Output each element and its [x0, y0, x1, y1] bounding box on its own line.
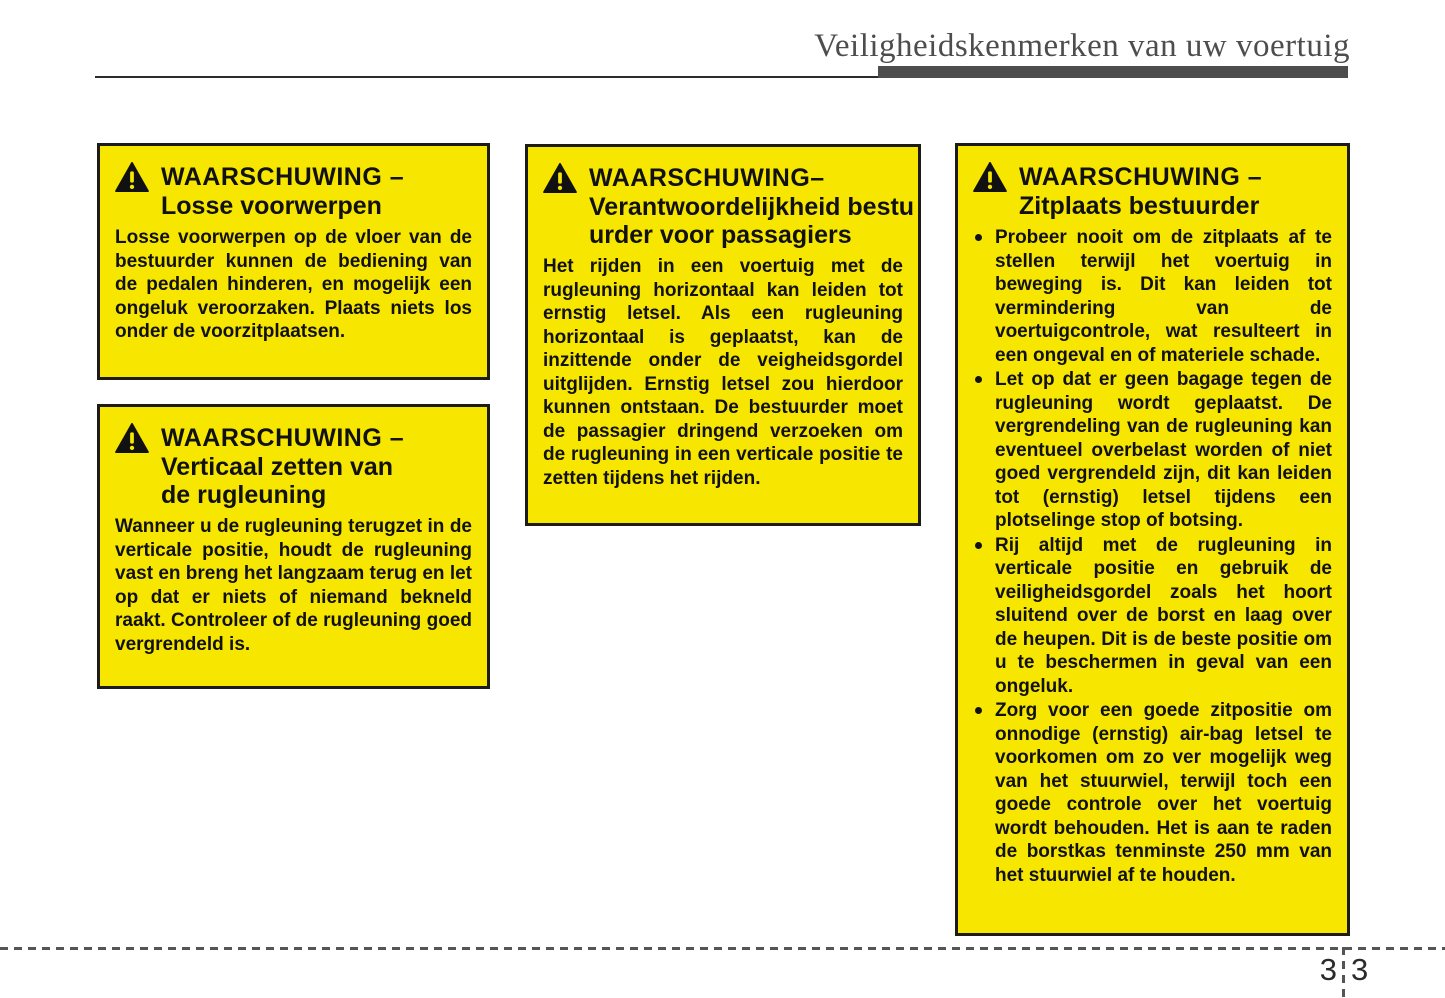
warning-title-block	[543, 163, 915, 249]
warning-box-verantwoordelijkheid	[525, 144, 921, 526]
warning-subtitle: Verticaal zetten van	[161, 453, 394, 481]
header-accent-bar	[878, 66, 1348, 78]
warning-body-text: Losse voorwerpen op de vloer van de bestuurder kunnen de bediening van de pedalen hinderen, en mogelijk een ongeluk veroorzaken. Plaats niets los onder de voorzitplaatsen.	[115, 227, 472, 342]
bullet-dot-icon	[975, 376, 982, 383]
warning-bullet-item	[973, 368, 1332, 533]
warning-subtitle: de rugleuning	[161, 481, 327, 509]
warning-triangle-icon	[115, 423, 149, 453]
warning-box-verticaal-zetten	[97, 404, 490, 689]
chapter-number: 3	[1319, 952, 1337, 987]
warning-bullet-text: Rij altijd met de rugleuning in verticale positie en gebruik de veiligheidsgordel zoals het hoort sluitend over de borst en laag over de heupen. Dit is de beste positie om u te beschermen in geval van een ongeluk.	[995, 534, 1332, 697]
warning-title-block	[973, 162, 1332, 220]
warning-bullet-item	[973, 699, 1332, 887]
warning-heading: WAARSCHUWING –	[161, 423, 405, 452]
warning-triangle-icon	[543, 163, 577, 193]
bullet-dot-icon	[975, 542, 982, 549]
warning-body-text: Het rijden in een voertuig met de rugleuning horizontaal kan leiden tot ernstig letsel. Als een rugleuning horizontaal is geplaatst, kan de inzittende onder de veigheidsgordel uitglijden. Ernstig letsel zou hierdoor kunnen ontstaan. De bestuurder moet de passagier dringend verzoeken om de rugleuning in een verticale positie te zetten tijdens het rijden.	[543, 256, 903, 489]
bullet-dot-icon	[975, 234, 982, 241]
warning-bullet-text: Zorg voor een goede zitpositie om onnodige (ernstig) air-bag letsel te voorkomen om zo ver mogelijk weg van het stuurwiel, terwijl toch een goede controle over het voertuig wordt behouden. Het is aan te raden de borstkas tenminste 250 mm van het stuurwiel af te houden.	[995, 700, 1332, 886]
footer-dashed-divider	[1342, 947, 1345, 998]
warning-bullet-text: Probeer nooit om de zitplaats af te stellen terwijl het voertuig in beweging is. Dit kan leiden tot vermindering van de voertuigcontrole, wat resulteert in een ongeval en of materiele schade.	[995, 227, 1332, 366]
warning-triangle-icon	[115, 162, 149, 192]
warning-subtitle: Verantwoordelijkheid bestu	[589, 193, 915, 221]
page-number: 3	[1351, 952, 1369, 987]
warning-bullet-list	[973, 226, 1332, 887]
warning-bullet-text: Let op dat er geen bagage tegen de rugleuning wordt geplaatst. De vergrendeling van de rugleuning kan eventueel overbelast worden of niet goed vergrendeld zijn, dit kan leiden tot (ernstig) letsel tijdens een plotselinge stop of botsing.	[995, 369, 1332, 531]
warning-subtitle: Losse voorwerpen	[161, 192, 382, 220]
warning-bullet-item	[973, 534, 1332, 699]
warning-heading: WAARSCHUWING–	[589, 163, 825, 192]
warning-title-block	[115, 162, 472, 220]
warning-body-text: Wanneer u de rugleuning terugzet in de verticale positie, houdt de rugleuning vast en breng het langzaam terug en let op dat er niets of niemand bekneld raakt. Controleer of de rugleuning goed vergrendeld is.	[115, 516, 472, 655]
page-title: Veiligheidskenmerken van uw voertuig	[814, 28, 1350, 64]
warning-triangle-icon	[973, 162, 1007, 192]
footer-dashed-rule	[0, 947, 1445, 950]
warning-heading: WAARSCHUWING –	[161, 162, 405, 191]
warning-box-zitplaats-bestuurder	[955, 143, 1350, 936]
bullet-dot-icon	[975, 707, 982, 714]
warning-title-block	[115, 423, 472, 509]
warning-box-losse-voorwerpen	[97, 143, 490, 380]
warning-heading: WAARSCHUWING –	[1019, 162, 1263, 191]
warning-subtitle: Zitplaats bestuurder	[1019, 192, 1260, 220]
warning-bullet-item	[973, 226, 1332, 367]
warning-subtitle: urder voor passagiers	[589, 221, 852, 249]
